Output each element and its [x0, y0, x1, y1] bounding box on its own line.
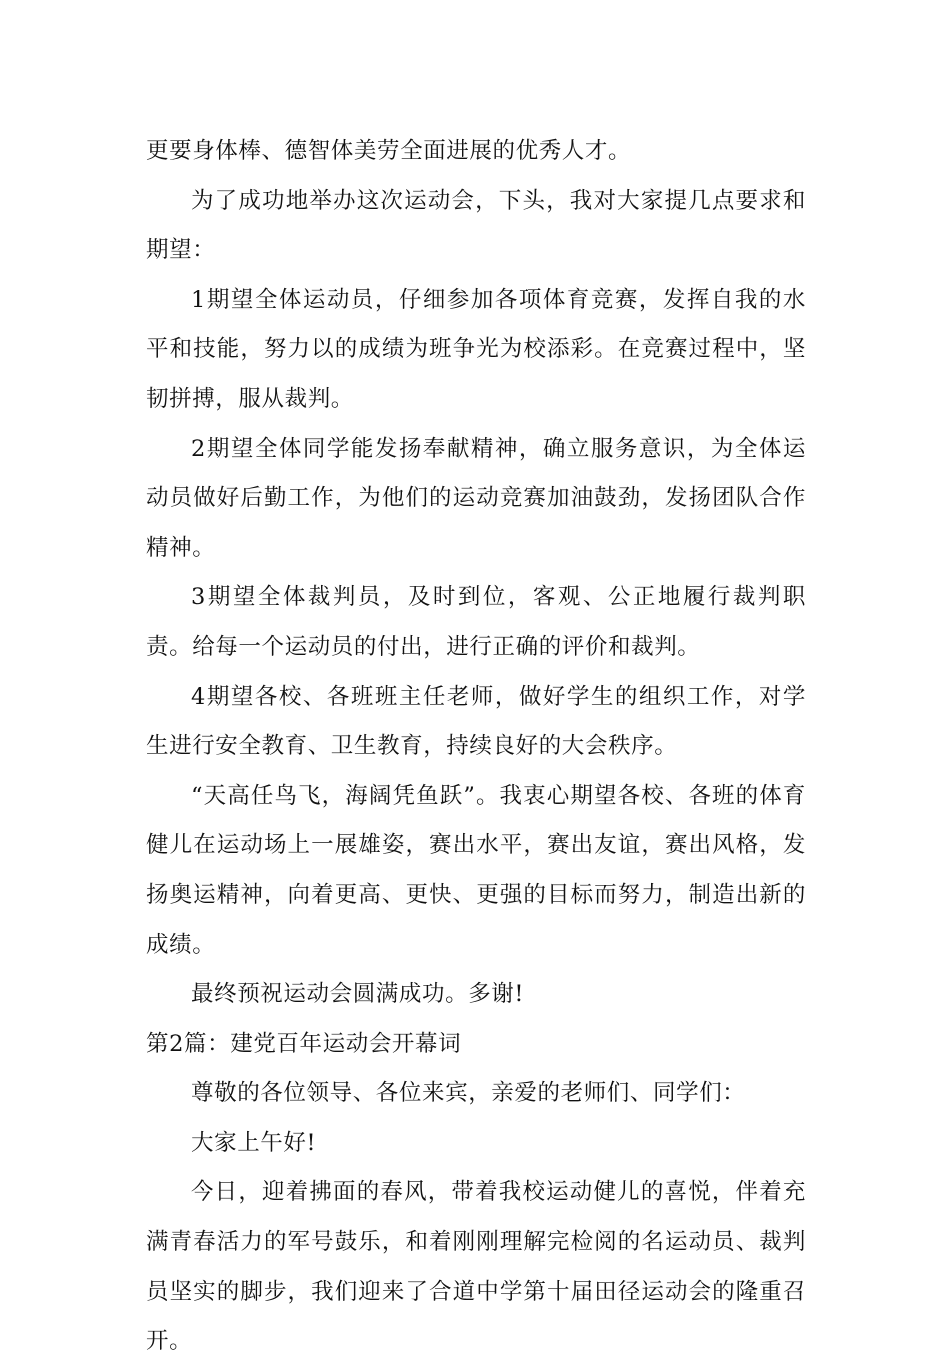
paragraph-final-thanks: 最终预祝运动会圆满成功。多谢!: [191, 981, 525, 1008]
section-heading: 第2篇：建党百年运动会开幕词: [146, 1030, 462, 1057]
paragraph-opening: 今日，迎着拂面的春风，带着我校运动健儿的喜悦，伴着充满青春活力的军号鼓乐，和着刚刚理解完检阅的名运动员、裁判员坚实的脚步，我们迎来了合道中学第十届田径运动会的隆重召开。: [146, 1179, 806, 1355]
paragraph-requirement-3: 3期望全体裁判员，及时到位，客观、公正地履行裁判职责。给每一个运动员的付出，进行正确的评价和裁判。: [146, 584, 806, 660]
paragraph-requirement-1: 1期望全体运动员，仔细参加各项体育竞赛，发挥自我的水平和技能，努力以的成绩为班争光为校添彩。在竞赛过程中，坚韧拼搏，服从裁判。: [146, 286, 806, 412]
paragraph-requirement-4: 4期望各校、各班班主任老师，做好学生的组织工作，对学生进行安全教育、卫生教育，持续良好的大会秩序。: [146, 683, 806, 760]
paragraph-closing-wish: “天高任鸟飞，海阔凭鱼跃”。我衷心期望各校、各班的体育健儿在运动场上一展雄姿，赛出水平，赛出友谊，赛出风格，发扬奥运精神，向着更高、更快、更强的目标而努力，制造出新的成绩。: [146, 782, 806, 958]
paragraph-intro-end: 更要身体棒、德智体美劳全面进展的优秀人才。: [146, 138, 632, 164]
document-body: [146, 127, 806, 1367]
paragraph-requirement-2: 2期望全体同学能发扬奉献精神，确立服务意识，为全体运动员做好后勤工作，为他们的运动竞赛加油鼓劲，发扬团队合作精神。: [146, 435, 806, 561]
paragraph-salutation: 尊敬的各位领导、各位来宾，亲爱的老师们、同学们：: [191, 1080, 746, 1107]
paragraph-greeting: 大家上午好!: [191, 1129, 317, 1156]
paragraph-requirements-intro: 为了成功地举办这次运动会，下头，我对大家提几点要求和期望：: [146, 187, 806, 264]
